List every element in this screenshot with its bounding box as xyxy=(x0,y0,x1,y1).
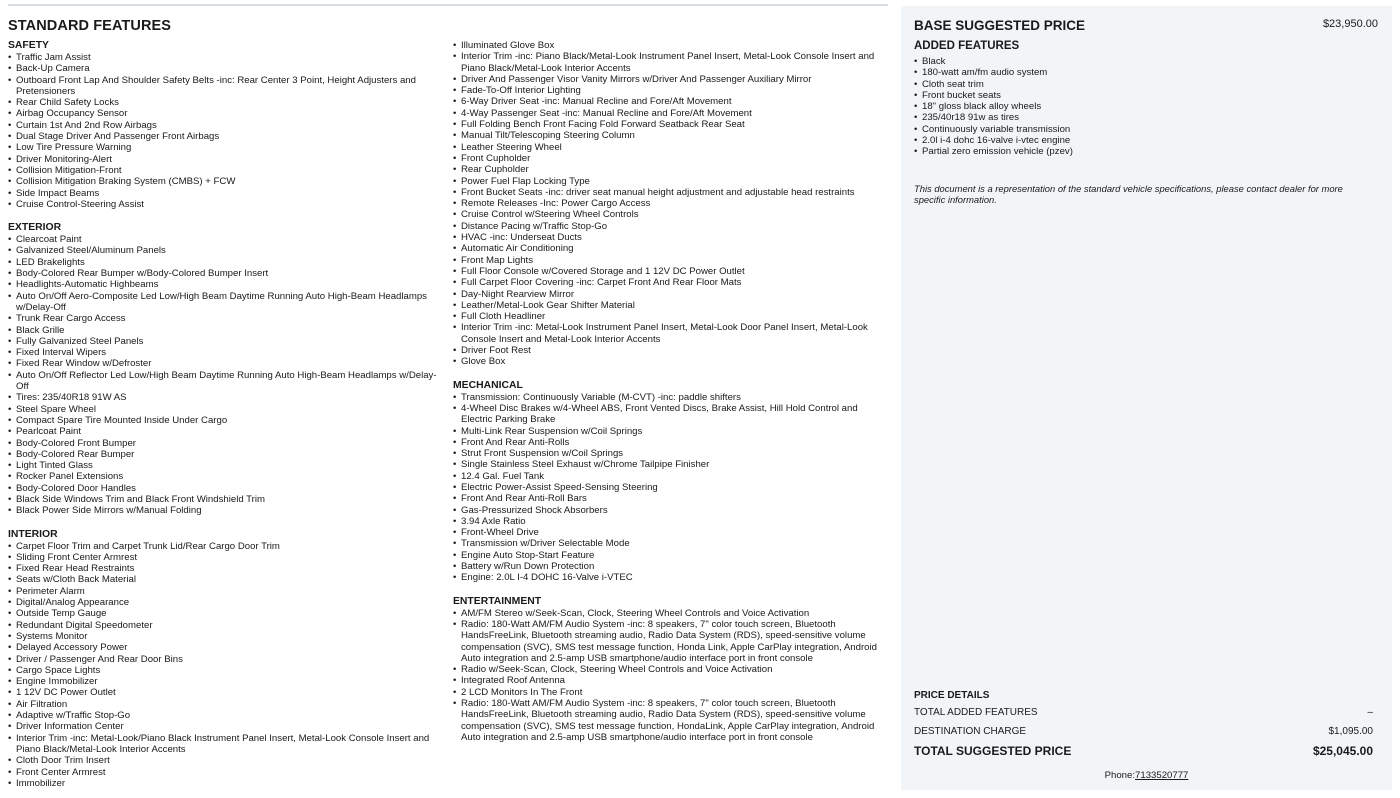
list-item: • Outboard Front Lap And Shoulder Safety Belts -inc: Rear Center 3 Point, Height Adjusters and Pretensioners xyxy=(8,75,442,98)
list-item: • Radio w/Seek-Scan, Clock, Steering Wheel Controls and Voice Activation xyxy=(453,664,887,675)
total-added-features-row xyxy=(914,707,1373,718)
list-item: • Front Center Armrest xyxy=(8,767,442,778)
added-features-list xyxy=(914,56,1374,158)
entertainment-heading: ENTERTAINMENT xyxy=(453,595,542,607)
entertainment-list xyxy=(453,608,887,744)
features-column-left xyxy=(8,40,442,789)
destination-charge-value: $1,095.00 xyxy=(1328,726,1373,737)
list-item: • Cloth Door Trim Insert xyxy=(8,755,442,766)
list-item: • Strut Front Suspension w/Coil Springs xyxy=(453,448,887,459)
list-item: • Integrated Roof Antenna xyxy=(453,675,887,686)
list-item: • Automatic Air Conditioning xyxy=(453,243,887,254)
added-features xyxy=(914,56,1374,158)
list-item: • Full Carpet Floor Covering -inc: Carpet Front And Rear Floor Mats xyxy=(453,277,887,288)
interior-heading: INTERIOR xyxy=(8,528,58,540)
list-item: • Body-Colored Door Handles xyxy=(8,483,442,494)
list-item: • Interior Trim -inc: Piano Black/Metal-Look Instrument Panel Insert, Metal-Look Console Insert and Piano Black/Metal-Look Interior Accents xyxy=(453,51,887,74)
list-item: • Interior Trim -inc: Metal-Look/Piano Black Instrument Panel Insert, Metal-Look Console Insert and Piano Black/Metal-Look Interior Accents xyxy=(8,733,442,756)
list-item: • Carpet Floor Trim and Carpet Trunk Lid/Rear Cargo Door Trim xyxy=(8,541,442,552)
list-item: • Manual Tilt/Telescoping Steering Column xyxy=(453,130,887,141)
list-item: • Front And Rear Anti-Roll Bars xyxy=(453,493,887,504)
list-item: • Continuously variable transmission xyxy=(914,124,1374,135)
list-item: • AM/FM Stereo w/Seek-Scan, Clock, Steering Wheel Controls and Voice Activation xyxy=(453,608,887,619)
list-item: • Immobilizer xyxy=(8,778,442,789)
list-item: • Transmission: Continuously Variable (M-CVT) -inc: paddle shifters xyxy=(453,392,887,403)
safety-heading: SAFETY xyxy=(8,40,49,51)
list-item: • Driver Monitoring-Alert xyxy=(8,154,442,165)
list-item: • Perimeter Alarm xyxy=(8,586,442,597)
list-item: • Cloth seat trim xyxy=(914,79,1374,90)
list-item: • Rear Cupholder xyxy=(453,164,887,175)
list-item: • 4-Way Passenger Seat -inc: Manual Recline and Fore/Aft Movement xyxy=(453,108,887,119)
list-item: • 6-Way Driver Seat -inc: Manual Recline and Fore/Aft Movement xyxy=(453,96,887,107)
list-item: • Interior Trim -inc: Metal-Look Instrument Panel Insert, Metal-Look Door Panel Insert, Metal-Look Console Insert and Metal-Look Interior Accents xyxy=(453,322,887,345)
base-price-value: $23,950.00 xyxy=(1322,18,1378,30)
list-item: • Cruise Control-Steering Assist xyxy=(8,199,442,210)
list-item: • Black xyxy=(914,56,1374,67)
list-item: • 2 LCD Monitors In The Front xyxy=(453,687,887,698)
list-item: • Adaptive w/Traffic Stop-Go xyxy=(8,710,442,721)
list-item: • Galvanized Steel/Aluminum Panels xyxy=(8,245,442,256)
list-item: • Rocker Panel Extensions xyxy=(8,471,442,482)
list-item: • Black Grille xyxy=(8,325,442,336)
list-item: • Driver / Passenger And Rear Door Bins xyxy=(8,654,442,665)
list-item: • Airbag Occupancy Sensor xyxy=(8,108,442,119)
total-suggested-price-value: $25,045.00 xyxy=(1312,744,1373,758)
safety-list xyxy=(8,52,442,210)
list-item: • HVAC -inc: Underseat Ducts xyxy=(453,232,887,243)
total-added-features-value: – xyxy=(1367,707,1373,718)
list-item: • 12.4 Gal. Fuel Tank xyxy=(453,471,887,482)
list-item: • Full Floor Console w/Covered Storage and 1 12V DC Power Outlet xyxy=(453,266,887,277)
phone-link[interactable]: 7133520777 xyxy=(1135,770,1189,781)
list-item: • Traffic Jam Assist xyxy=(8,52,442,63)
exterior-heading: EXTERIOR xyxy=(8,222,62,234)
list-item: • Single Stainless Steel Exhaust w/Chrome Tailpipe Finisher xyxy=(453,459,887,470)
list-item: • Digital/Analog Appearance xyxy=(8,597,442,608)
list-item: • Auto On/Off Reflector Led Low/High Beam Daytime Running Auto High-Beam Headlamps w/Delay-Off xyxy=(8,370,442,393)
list-item: • Sliding Front Center Armrest xyxy=(8,552,442,563)
list-item: • Body-Colored Front Bumper xyxy=(8,438,442,449)
list-item: • Air Filtration xyxy=(8,699,442,710)
list-item: • Gas-Pressurized Shock Absorbers xyxy=(453,505,887,516)
interior-list-continued xyxy=(453,40,887,368)
price-details-heading: PRICE DETAILS xyxy=(914,690,990,701)
list-item: • Black Power Side Mirrors w/Manual Folding xyxy=(8,505,442,516)
list-item: • Compact Spare Tire Mounted Inside Under Cargo xyxy=(8,415,442,426)
list-item: • Pearlcoat Paint xyxy=(8,426,442,437)
list-item: • LED Brakelights xyxy=(8,257,442,268)
list-item: • Redundant Digital Speedometer xyxy=(8,620,442,631)
list-item: • Radio: 180-Watt AM/FM Audio System -inc: 8 speakers, 7" color touch screen, Bluetooth HandsFreeLink, Bluetooth streaming audio, Radio Data System (RDS), speed-sensitive volume compensation (SVC), SMS test message function, Honda Link, Apple CarPlay integration, Android Auto integration and 2.5-amp USB smartphone/audio interface port in front console xyxy=(453,619,887,664)
list-item: • Driver And Passenger Visor Vanity Mirrors w/Driver And Passenger Auxiliary Mirror xyxy=(453,74,887,85)
base-price-title: BASE SUGGESTED PRICE xyxy=(914,18,1086,33)
list-item: • 4-Wheel Disc Brakes w/4-Wheel ABS, Front Vented Discs, Brake Assist, Hill Hold Control and Electric Parking Brake xyxy=(453,403,887,426)
list-item: • Fully Galvanized Steel Panels xyxy=(8,336,442,347)
disclaimer-text: This document is a representation of the standard vehicle specifications, please contact dealer for more specific information. xyxy=(914,183,1343,206)
exterior-list xyxy=(8,234,442,516)
list-item: • Radio: 180-Watt AM/FM Audio System -inc: 8 speakers, 7" color touch screen, Bluetooth HandsFreeLink, Bluetooth streaming audio, Radio Data System (RDS), speed-sensitive volume compensation (SVC), SMS test message function, HondaLink, Apple CarPlay integration, Android Auto integration and 2.5-amp USB smartphone/audio interface port in front console xyxy=(453,698,887,743)
list-item: • Curtain 1st And 2nd Row Airbags xyxy=(8,120,442,131)
list-item: • Fixed Interval Wipers xyxy=(8,347,442,358)
list-item: • 180-watt am/fm audio system xyxy=(914,67,1374,78)
list-item: • Illuminated Glove Box xyxy=(453,40,887,51)
list-item: • 235/40r18 91w as tires xyxy=(914,112,1374,123)
list-item: • Side Impact Beams xyxy=(8,188,442,199)
list-item: • Engine Immobilizer xyxy=(8,676,442,687)
list-item: • Remote Releases -Inc: Power Cargo Access xyxy=(453,198,887,209)
mechanical-heading: MECHANICAL xyxy=(453,379,523,391)
destination-charge-label: DESTINATION CHARGE xyxy=(914,726,1027,737)
list-item: • Front And Rear Anti-Rolls xyxy=(453,437,887,448)
list-item: • 3.94 Axle Ratio xyxy=(453,516,887,527)
list-item: • Auto On/Off Aero-Composite Led Low/High Beam Daytime Running Auto High-Beam Headlamps w/Delay-Off xyxy=(8,291,442,314)
list-item: • Seats w/Cloth Back Material xyxy=(8,574,442,585)
price-panel xyxy=(901,6,1392,790)
list-item: • Partial zero emission vehicle (pzev) xyxy=(914,146,1374,157)
top-divider xyxy=(8,4,888,6)
list-item: • Collision Mitigation-Front xyxy=(8,165,442,176)
list-item: • Light Tinted Glass xyxy=(8,460,442,471)
list-item: • Cruise Control w/Steering Wheel Controls xyxy=(453,209,887,220)
list-item: • 1 12V DC Power Outlet xyxy=(8,687,442,698)
list-item: • Front Cupholder xyxy=(453,153,887,164)
list-item: • Tires: 235/40R18 91W AS xyxy=(8,392,442,403)
list-item: • Fixed Rear Head Restraints xyxy=(8,563,442,574)
list-item: • Driver Information Center xyxy=(8,721,442,732)
list-item: • Glove Box xyxy=(453,356,887,367)
total-suggested-price-label: TOTAL SUGGESTED PRICE xyxy=(914,744,1072,758)
list-item: • Leather Steering Wheel xyxy=(453,142,887,153)
list-item: • Front bucket seats xyxy=(914,90,1374,101)
list-item: • Full Folding Bench Front Facing Fold Forward Seatback Rear Seat xyxy=(453,119,887,130)
list-item: • Fade-To-Off Interior Lighting xyxy=(453,85,887,96)
standard-features-title: STANDARD FEATURES xyxy=(8,18,172,34)
phone-line xyxy=(901,770,1392,781)
list-item: • Systems Monitor xyxy=(8,631,442,642)
list-item: • Body-Colored Rear Bumper w/Body-Colored Bumper Insert xyxy=(8,268,442,279)
list-item: • Front Bucket Seats -inc: driver seat manual height adjustment and adjustable head restraints xyxy=(453,187,887,198)
list-item: • Transmission w/Driver Selectable Mode xyxy=(453,538,887,549)
interior-list xyxy=(8,541,442,790)
list-item: • Multi-Link Rear Suspension w/Coil Springs xyxy=(453,426,887,437)
mechanical-list xyxy=(453,392,887,584)
added-features-heading: ADDED FEATURES xyxy=(914,40,1020,52)
list-item: • Body-Colored Rear Bumper xyxy=(8,449,442,460)
list-item: • Collision Mitigation Braking System (CMBS) + FCW xyxy=(8,176,442,187)
list-item: • Cargo Space Lights xyxy=(8,665,442,676)
list-item: • 2.0l i-4 dohc 16-valve i-vtec engine xyxy=(914,135,1374,146)
list-item: • Black Side Windows Trim and Black Front Windshield Trim xyxy=(8,494,442,505)
list-item: • Driver Foot Rest xyxy=(453,345,887,356)
list-item: • 18" gloss black alloy wheels xyxy=(914,101,1374,112)
list-item: • Engine Auto Stop-Start Feature xyxy=(453,550,887,561)
list-item: • Back-Up Camera xyxy=(8,63,442,74)
list-item: • Outside Temp Gauge xyxy=(8,608,442,619)
list-item: • Dual Stage Driver And Passenger Front Airbags xyxy=(8,131,442,142)
features-column-right xyxy=(453,40,887,743)
list-item: • Leather/Metal-Look Gear Shifter Material xyxy=(453,300,887,311)
list-item: • Trunk Rear Cargo Access xyxy=(8,313,442,324)
total-suggested-price-row xyxy=(914,744,1373,758)
phone-label: Phone: xyxy=(1104,770,1136,781)
list-item: • Battery w/Run Down Protection xyxy=(453,561,887,572)
list-item: • Headlights-Automatic Highbeams xyxy=(8,279,442,290)
list-item: • Full Cloth Headliner xyxy=(453,311,887,322)
list-item: • Front Map Lights xyxy=(453,255,887,266)
list-item: • Electric Power-Assist Speed-Sensing Steering xyxy=(453,482,887,493)
list-item: • Delayed Accessory Power xyxy=(8,642,442,653)
destination-charge-row xyxy=(914,726,1373,737)
list-item: • Low Tire Pressure Warning xyxy=(8,142,442,153)
list-item: • Clearcoat Paint xyxy=(8,234,442,245)
list-item: • Rear Child Safety Locks xyxy=(8,97,442,108)
list-item: • Day-Night Rearview Mirror xyxy=(453,289,887,300)
list-item: • Engine: 2.0L I-4 DOHC 16-Valve i-VTEC xyxy=(453,572,887,583)
total-added-features-label: TOTAL ADDED FEATURES xyxy=(914,707,1038,718)
list-item: • Distance Pacing w/Traffic Stop-Go xyxy=(453,221,887,232)
list-item: • Front-Wheel Drive xyxy=(453,527,887,538)
list-item: • Power Fuel Flap Locking Type xyxy=(453,176,887,187)
list-item: • Fixed Rear Window w/Defroster xyxy=(8,358,442,369)
list-item: • Steel Spare Wheel xyxy=(8,404,442,415)
